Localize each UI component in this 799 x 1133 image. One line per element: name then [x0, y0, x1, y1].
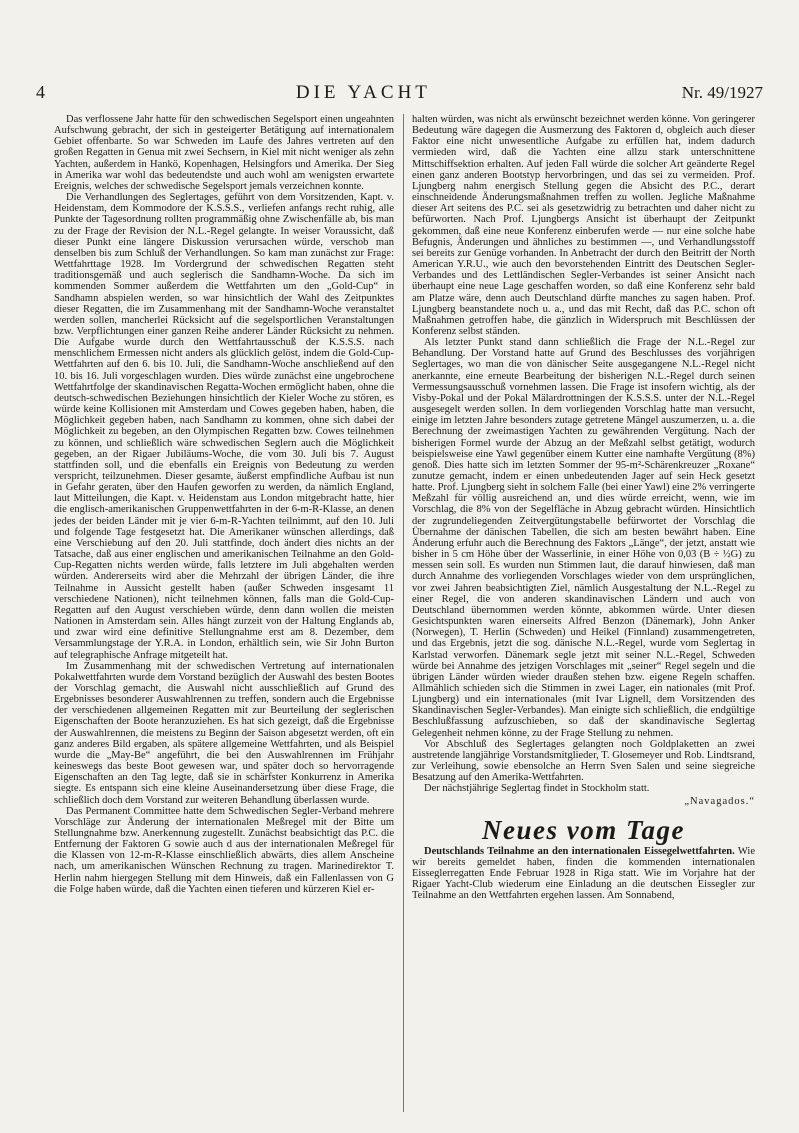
page-number: 4: [36, 82, 45, 102]
paragraph: halten würden, was nicht als erwünscht bezeichnet werden könne. Von geringerer Bedeutung wäre dagegen die Ausmerzung des Faktoren d, obgleich auch dieser Faktor eine nicht unwesentliche Aufgabe zu erfüllen hat, indem dadurch vermieden wird, daß die Yachten eine allzu stark unterschnittene Mittschiffsektion erhalten. Auf jeden Fall würde die solcher Art geänderte Regel einen ganz anderen Bootstyp hervorbringen, und das sei zu vermeiden. Prof. Ljungberg nahm energisch Stellung gegen die Absicht des P.C., derart einschneidende Änderungsmaßnahmen treffen zu wollen. Jegliche Maßnahme dieser Art seitens des P.C. sei als gesetzwidrig zu betrachten und daher nicht zu befürworten. Nach Prof. Ljungbergs Ansicht ist überhaupt der Zeitpunkt gekommen, daß eine neue Konferenz einberufen werde — nur eine solche habe Befugnis, Änderungen und ähnliches zu bestimmen —, und Verhandlungsstoff sei bereits zur Genüge vorhanden. In Anbetracht der durch den Beitritt der North American Y.R.U., wie auch den bevorstehenden Eintritt des Deutschen Segler-Verbandes und des Lettländischen Segler-Verbandes ist seiner Ansicht nach überhaupt eine neue Lage geschaffen worden, so daß eine Konferenz sehr bald am Platze wäre, denn auch Deutschland dürfte manches zu sagen haben. Prof. Ljungberg beanstandete noch u. a., und das mit Recht, daß das P.C. schon oft Maßnahmen getroffen habe, die gänzlich in Widerspruch mit Beschlüssen der Konferenz selbst ständen.: [412, 114, 755, 337]
section-heading: Neues vom Tage: [482, 814, 685, 845]
page-header: [36, 82, 763, 106]
news-runin-title: Deutschlands Teilnahme an den internationalen Eissegelwettfahrten.: [424, 845, 735, 857]
column-divider: [403, 114, 404, 1112]
paragraph: Das Permanent Committee hatte dem Schwedischen Segler-Verband mehrere Vorschläge zur Änderung der internationalen Meßregel mit der Bitte um Stellungnahme bzw. Anerkennung zugestellt. Zunächst beabsichtigt das P.C. die Entfernung der Faktoren G sowie auch d aus der internationalen Meßregel für die Klassen von 12-m-R-Klasse einschließlich abwärts, dies allem Anscheine nach, um amerikanischen Wünschen Rechnung zu tragen. Marinedirektor T. Herlin nahm hiergegen Stellung mit dem Hinweis, daß ein Fallenlassen von G die Folge haben würde, daß die Yachten einen tieferen und kürzeren Kiel er-: [54, 805, 394, 895]
masthead: DIE YACHT: [295, 82, 431, 103]
issue-number: Nr. 49/1927: [681, 83, 763, 102]
paragraph: Die Verhandlungen des Seglertages, geführt von dem Vorsitzenden, Kapt. v. Heidenstam, dem Kommodore der K.S.S.S., verliefen anfangs recht ruhig, alle Punkte der Tagesordnung rollten programmäßig ohne Zwischenfälle ab, bis man zu der Frage der Revision der N.L.-Regel gelangte. In weiser Voraussicht, daß dieser Punkt eine längere Diskussion verursachen würde, verschob man denselben bis zum Schluß der Verhandlungen. So kam man zunächst zur Frage: Wettfahrttage 1928. Im Vordergrund der schwedischen Regatten steht traditionsgemäß und auch seglerisch die Sandhamn-Woche. Da sich im kommenden Sommer außerdem die Wettfahrten um den „Gold-Cup“ in Sandhamn abspielen werden, so war hinsichtlich der Wahl des Zeitpunktes dieser Regatten, die im Zusammenhang mit der Sandhamn-Woche veranstaltet werden sollen, mancherlei Rücksicht auf die segelsportlichen Veranstaltungen bzw. Verpflichtungen einer ganzen Reihe anderer Länder Rücksicht zu nehmen. Die Aufgabe wurde durch den Wettfahrtausschuß der K.S.S.S. nach menschlichem Ermessen nicht anders als glücklich gelöst, indem die Gold-Cup-Wettfahrten auf den 6. bis 10. Juli, die Sandhamn-Woche anschließend auf den 10. bis 16. Juli vorgeschlagen wurden. Dies würde zunächst eine ungebrochene Wettfahrtfolge der skandinavischen Regatta-Wochen ermöglicht haben, ohne die deutsch-schwedischen Beziehungen hinsichtlich der Kieler Woche zu stören, es würde keine Kollisionen mit Amsterdam und Cowes gegeben haben, haben, die Möglichkeit gegeben haben, nach Sandhamn zu kommen, ohne sich dabei der Möglichkeit zu begeben, an den Olympischen Regatten bzw. Cowes teilnehmen zu können, und schließlich wäre schwedischen Seglern auch die Möglichkeit gegeben, an der Rigaer Jubiläums-Woche, die vom 30. Juli bis 7. August stattfinden soll, und die ebenfalls ein Ereignis von Bedeutung zu werden verspricht, teilzunehmen. Dieser gesamte, äußerst empfindliche Aufbau ist nun in Gefahr geraten, über den Haufen geworfen zu werden, da nämlich England, laut Mitteilungen, die Kapt. v. Heidenstam aus London mitgebracht hatte, hier die englisch-amerikanischen Gruppenwettfahrten in der 6-m-R-Klasse, an denen jedes der beiden Länder mit je vier 6-m-R-Yachten teilnimmt, auf den 10. Juli und folgende Tage festgesetzt hat. Die Amerikaner wünschen allerdings, daß eine Verschiebung auf den 20. Juli stattfinde, doch ändert dies nichts an der Tatsache, daß aus einer englischen und amerikanischen Teilnahme an den Gold-Cup-Regatten nichts werden würde, falls letztere im Juli abgehalten werden würden. Andererseits wird aber die Mehrzahl der übrigen Länder, die ihre Teilnahme in Aussicht gestellt haben (außer Schweden insgesamt 11 verschiedene Nationen), nicht teilnehmen können, falls man die Gold-Cup-Regatten auf den August verschieben würde, denn dann wollen die meisten Nationen in Amsterdam sein. Alles hängt zurzeit von der Haltung Englands ab, und zwar wird eine definitive Stellungnahme erst am 8. Dezember, dem Versammlungstage der Y.R.A. in London, erhältlich sein, wie Sir John Burton auf telegraphische Anfrage mitgeteilt hat.: [54, 192, 394, 661]
paragraph: Vor Abschluß des Seglertages gelangten noch Goldplaketten an zwei austretende langjährige Vorstandsmitglieder, T. Glosemeyer und Rob. Lindtsrand, zur Verleihung, sowie ebensolche an Herrn Sven Salen und seine siegreiche Besatzung auf den Amerika-Wettfahrten.: [412, 738, 755, 784]
author-signature: „Navagados.“: [684, 795, 755, 807]
right-column: [412, 114, 755, 1114]
news-text: Wie wir bereits gemeldet haben, finden die kommenden internationalen Eisseglerregatten Ende Februar 1928 in Riga statt. Wie im Vorjahre hat der Rigaer Yacht-Club wiederum eine Einladung an die deutschen Eissegler zur Teilnahme an den Wettfahrten ergehen lassen. Am Sonnabend,: [412, 845, 755, 902]
news-paragraph: [412, 846, 755, 902]
paragraph: Der nächstjährige Seglertag findet in Stockholm statt.: [424, 783, 650, 795]
paragraph: Das verflossene Jahr hatte für den schwedischen Segelsport einen ungeahnten Aufschwung gebracht, der sich in gesteigerter Betätigung auf internationalem Gebiet offenbarte. So war Schweden im Laufe des Jahres vertreten auf den großen Regatten in Genua mit zwei Sechsern, in Kiel mit nicht weniger als zehn Yachten, außerdem in Hankö, Kopenhagen, Helsingfors und Amerika. Der Sieg in Amerika war wohl das bedeutendste und auch wohl am wenigsten erwartete Ereignis, welches der schwedische Segelsport jemals verzeichnen konnte.: [54, 114, 394, 192]
left-column: [54, 114, 394, 1114]
paragraph: Im Zusammenhang mit der schwedischen Vertretung auf internationalen Pokalwettfahrten wurde dem Vorstand bezüglich der Auswahl des besten Bootes der Vorschlag gemacht, die Auswahl nicht ausschließlich auf Grund des Ergebnisses besonderer Auswahlrennen zu treffen, sondern auch die Ergebnisse der verschiedenen allgemeinen Regatten mit zur Beurteilung der seglerischen Eigenschaften der Boote heranzuziehen. Es hat sich gezeigt, daß die Ergebnisse der Auswahlrennen, die meistens zu Beginn der Saison abgesetzt werden, oft ein ganz anderes Bild ergaben, als spätere allgemeine Wettfahrten, und als Beispiel wurde die „May-Be“ angeführt, die bei den Auswahlrennen im Frühjahr keineswegs das beste Boot gewesen war, und später doch so hervorragende Eigenschaften an den Tag legte, daß sie in schärfster Konkurrenz in Amerika siegte. Es entspann sich eine kleine Auseinandersetzung über diese Frage, die schließlich doch dem Vorstand zur weiteren Behandlung überlassen wurde.: [54, 660, 394, 806]
paragraph: Als letzter Punkt stand dann schließlich die Frage der N.L.-Regel zur Behandlung. Der Vorstand hatte auf Grund des Beschlusses des vorjährigen Seglertages, wo man die von dänischer Seite ausgegangene N.L.-Regel nicht anerkannte, eine erneute Bearbeitung der bisherigen N.L.-Regel durch seinen Vermessungsausschuß vornehmen lassen. Die Frage ist insofern wichtig, als der Visby-Pokal und der Pokal Mälardrottningen der K.S.S.S. unter der N.L.-Regel ausgesegelt werden sollen. In dem vorliegenden Vorschlag hatte man versucht, einige im letzten Jahre besonders zutage getretene Mängel auszumerzen, u. a. die Berechnung der zweimastigen Yachten zu gewährenden Vergütung. Nach der bisherigen Formel wurde der Abzug an der Meßzahl selbst getätigt, wodurch beispielsweise eine Yawl gegenüber einem Kutter eine namhafte Vergütung (8%) genoß. Dies hatte sich im letzten Sommer der 95-m²-Schärenkreuzer „Roxane“ zunutze gemacht, indem er einen unbedeutenden Jager auf sein Heck gesetzt hatte. Prof. Ljungberg sieht in solchem Falle (bei einer Yawl) eine 2% verringerte Meßzahl für völlig ausreichend an, und dies würde erreicht, wenn, wie im Vorschlag, die 8% von der Segelfläche in Abzug gebracht würden. Hinsichtlich der zugrundeliegenden Zeitvergütungstabelle befürwortet der Vorschlag die Übernahme der dänischen Tabellen, die sich am besten bewährt haben. Eine Änderung erfuhr auch die Berechnung des Faktors „Länge“, der jetzt, anstatt wie bisher in 5 cm Höhe über der Wasserlinie, in einer Höhe von 0,03 (B ÷ ½G) zu messen sein soll. Es wurden nun Stimmen laut, die darauf hinwiesen, daß man durch Annahme des vorliegenden Vorschlages wieder von dem ursprünglichen, vor zwei Jahren beabsichtigten Ziel, nämlich Ausgestaltung der N.L.-Regel zu einer Regel, die von anderen skandinavischen Ländern und auch von Deutschland übernommen werden könnte, abkommen würde. Unter diesen Gesichtspunkten waren einerseits Alfred Benzon (Dänemark), John Anker (Norwegen), T. Herlin (Schweden) und Heikel (Finnland) zusammengetreten, und das Ergebnis, jetzt die sog. dänische N.L.-Regel, wurde vom Seglertag in Karlstad verworfen. Dänemark segle jetzt mit seiner N.L.-Regel, Schweden würde bei Annahme des jetzigen Vorschlages mit „seiner“ Regel segeln und die übrigen Länder würden wieder draußen stehen bzw. eigene Regeln schaffen. Allmählich schieden sich die Stimmen in zwei Lager, ein nationales (mit Prof. Ljungberg) und ein internationales (mit Ivar Lignell, dem Vorsitzenden des Skandinavischen Segler-Verbandes). Man einigte sich schließlich, die endgültige Beschlußfassung aufzuschieben, so daß der skandinavische Seglertag Gelegenheit nehmen könne, zu der Frage Stellung zu nehmen.: [412, 337, 755, 739]
